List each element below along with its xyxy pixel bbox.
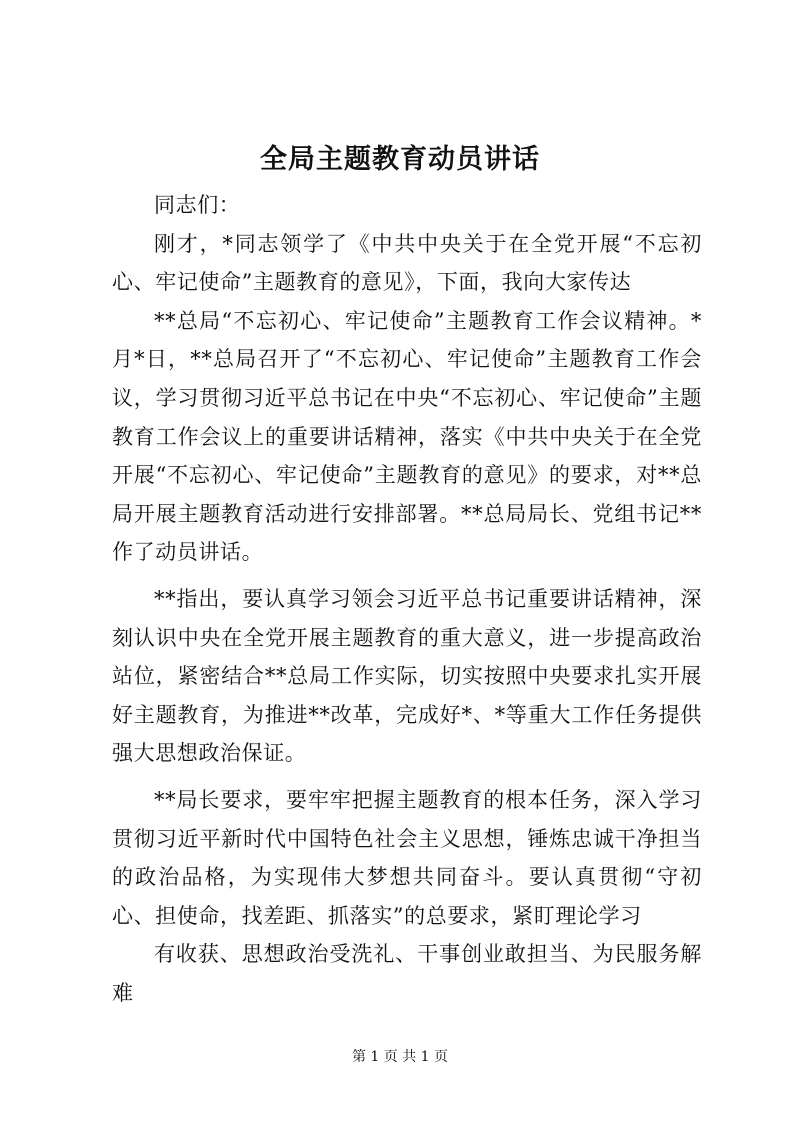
body-paragraph-1: 刚才，*同志领学了《中共中央关于在全党开展“不忘初心、牢记使命”主题教育的意见》，下面，我向大家传达 — [112, 231, 702, 295]
body-paragraph-2: **总局“不忘初心、牢记使命”主题教育工作会议精神。*月*日，**总局召开了“不忘初心、牢记使命”主题教育工作会议，学习贯彻习近平总书记在中央“不忘初心、牢记使命”主题教育工作会议上的重要讲话精神，落实《中共中央关于在全党开展“不忘初心、牢记使命”主题教育的意见》的要求，对**总局开展主题教育活动进行安排部署。**总局局长、党组书记**作了动员讲话。 — [112, 308, 702, 565]
page-number-footer: 第 1 页 共 1 页 — [351, 1049, 449, 1065]
body-paragraph-3: **指出，要认真学习领会习近平总书记重要讲话精神，深刻认识中央在全党开展主题教育的重大意义，进一步提高政治站位，紧密结合**总局工作实际，切实按照中央要求扎实开展好主题教育，为推进**改革，完成好*、*等重大工作任务提供强大思想政治保证。 — [112, 586, 702, 766]
body-paragraph-4: **局长要求，要牢牢把握主题教育的根本任务，深入学习贯彻习近平新时代中国特色社会主义思想，锤炼忠诚干净担当的政治品格，为实现伟大梦想共同奋斗。要认真贯彻“守初心、担使命，找差距、抓落实”的总要求，紧盯理论学习 — [112, 787, 702, 928]
document-body — [112, 186, 702, 1012]
body-paragraph-5: 有收获、思想政治受洗礼、干事创业敢担当、为民服务解难 — [112, 942, 702, 1005]
document-title: 全局主题教育动员讲话 — [260, 144, 540, 175]
salutation-paragraph: 同志们： — [154, 193, 241, 217]
